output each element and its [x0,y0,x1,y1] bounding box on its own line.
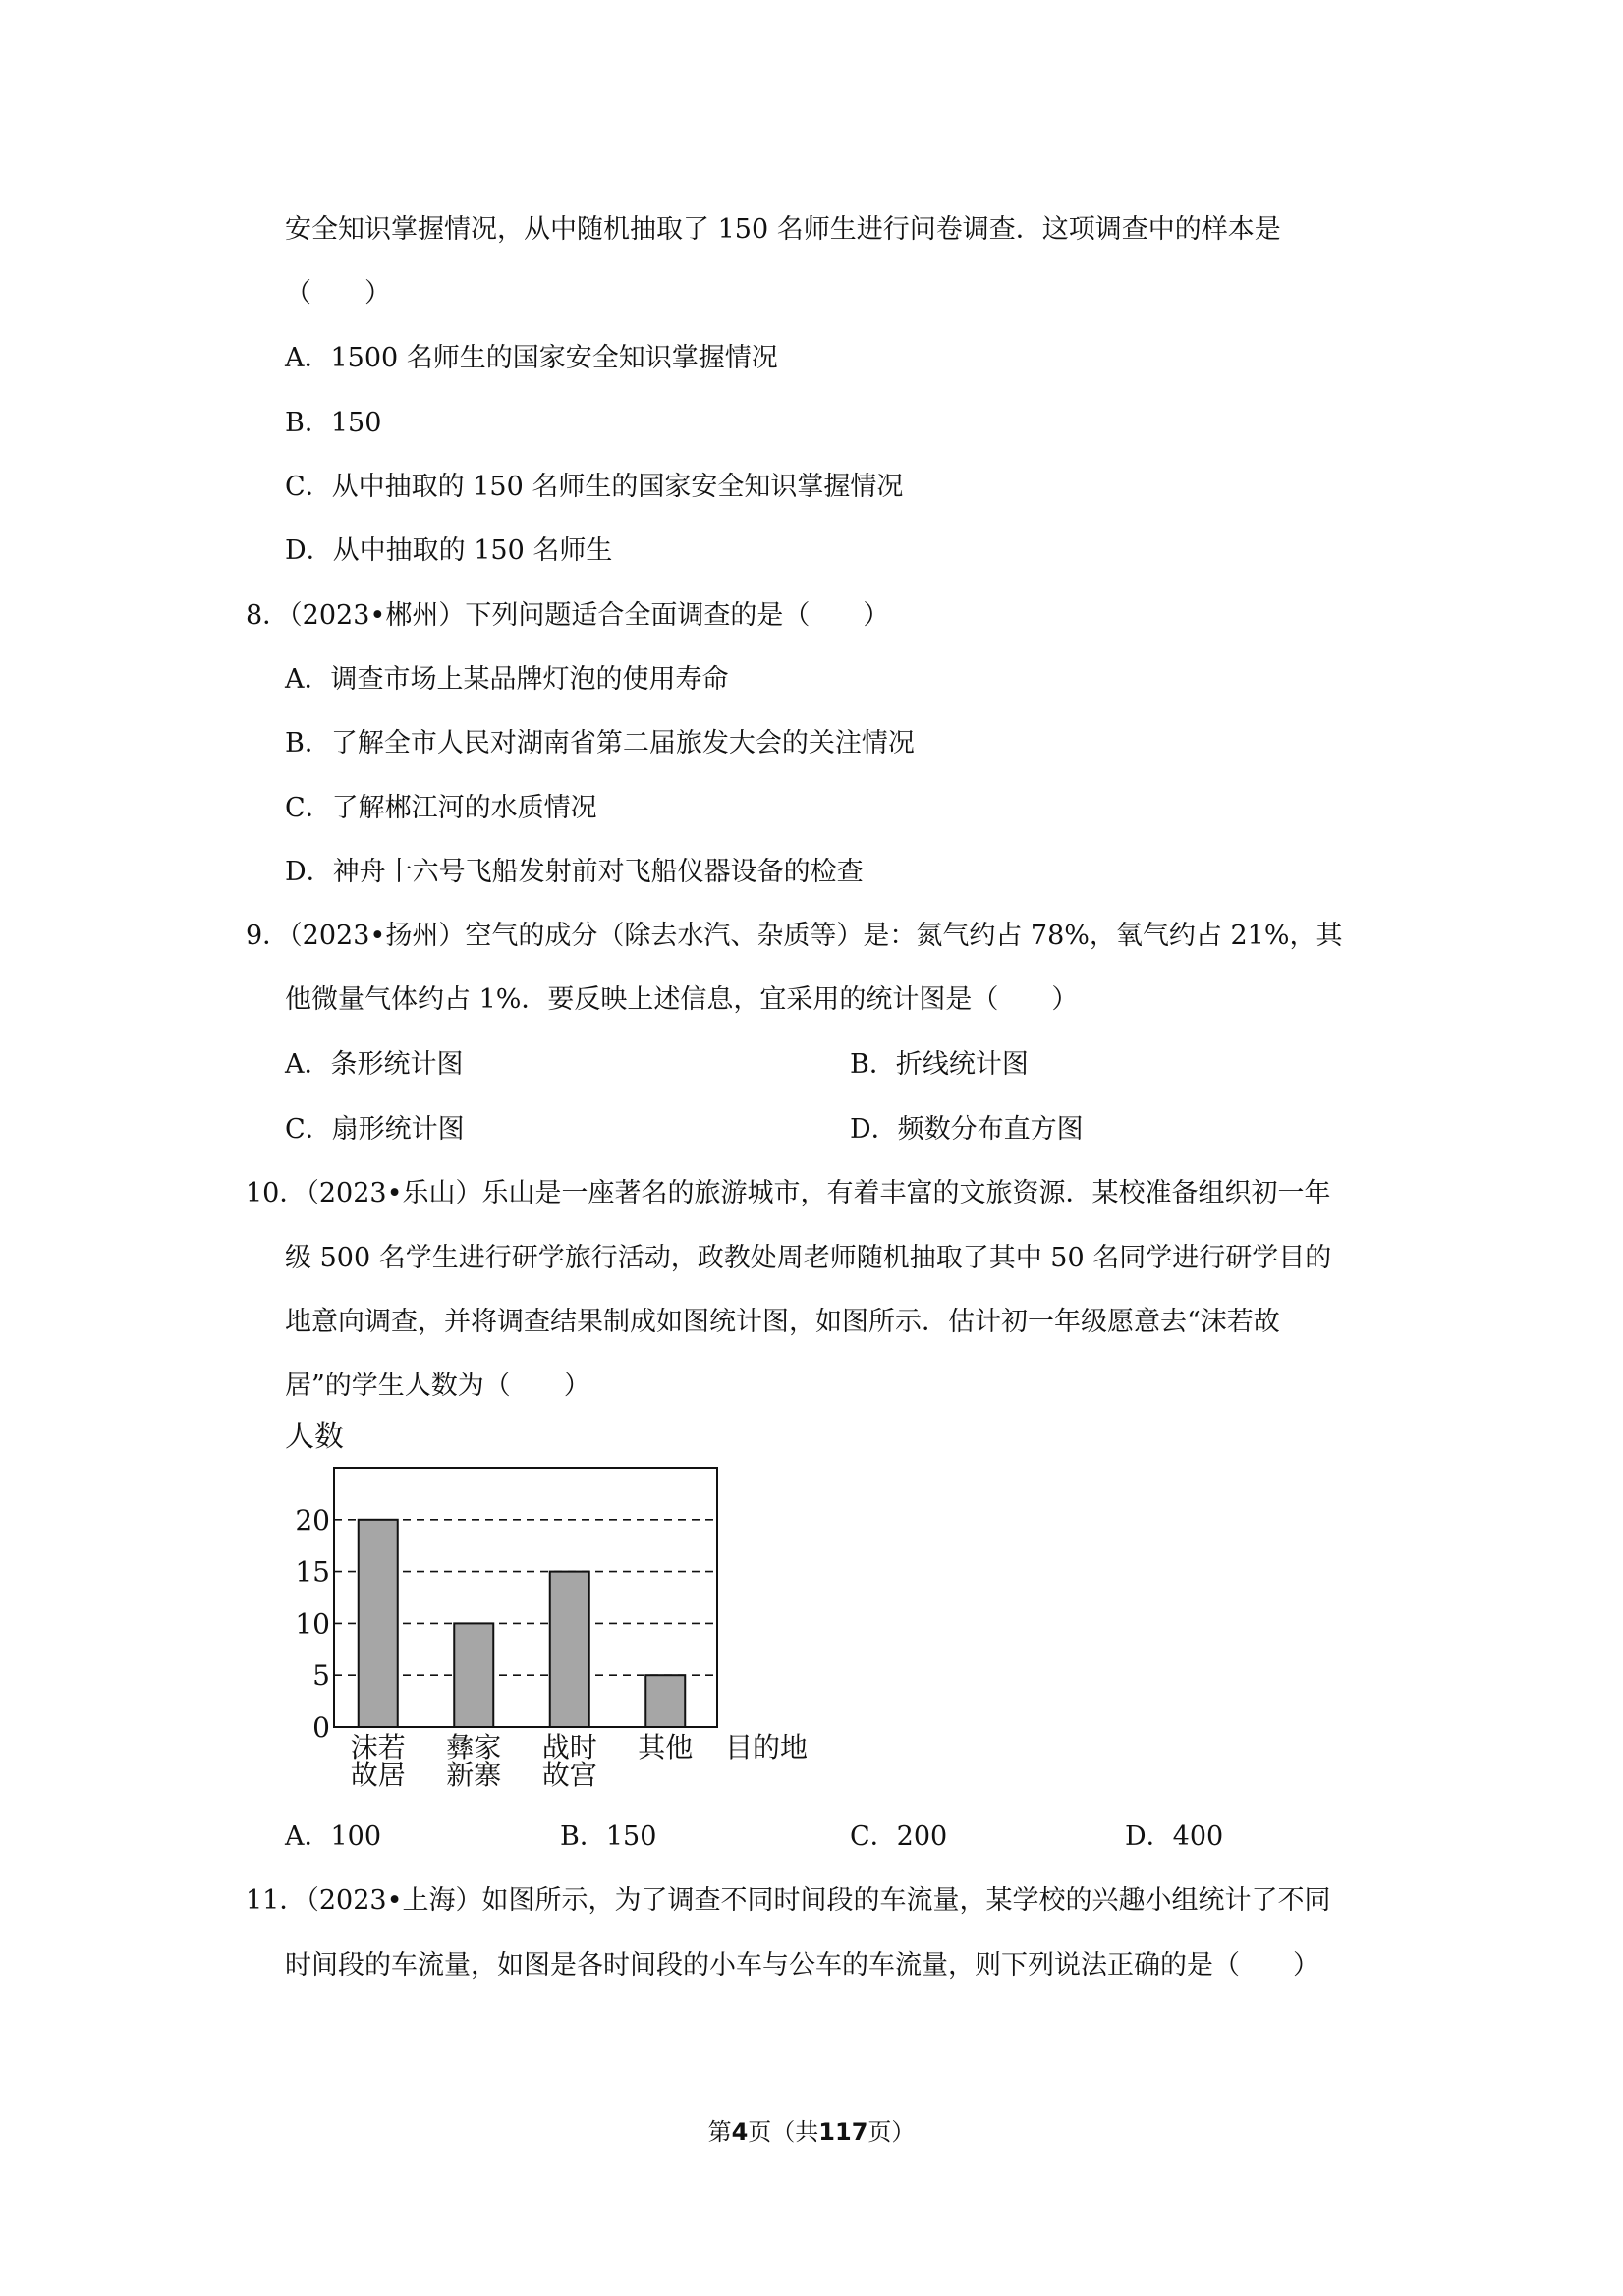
q7-option-b: B．150 [285,408,382,438]
x-category-label-2-0: 战时 [541,1731,597,1764]
q11-stem-line1: 11．（2023•上海）如图所示，为了调查不同时间段的车流量，某学校的兴趣小组统计了不同 [246,1885,1331,1916]
page-footer [0,2112,1623,2147]
y-tick-label-20: 20 [295,1503,330,1537]
q8-option-a: A．调查市场上某品牌灯泡的使用寿命 [285,664,729,695]
q7-stem-line2: （ ） [285,278,391,308]
q9-option-d: D．频数分布直方图 [850,1114,1084,1145]
footer-suffix: 页） [867,2118,916,2146]
q9-stem-line2: 他微量气体约占 1%．要反映上述信息，宜采用的统计图是（ ） [285,984,1079,1015]
q11-stem-line2: 时间段的车流量，如图是各时间段的小车与公车的车流量，则下列说法正确的是（ ） [285,1950,1319,1981]
footer-prefix: 第 [707,2118,732,2146]
footer-page-number: 4 [731,2118,749,2146]
q10-stem-line2: 级 500 名学生进行研学旅行活动，政教处周老师随机抽取了其中 50 名同学进行研学目的 [285,1243,1332,1273]
q7-option-d: D．从中抽取的 150 名师生 [285,535,613,566]
q10-option-b: B．150 [560,1821,657,1852]
q9-option-c: C．扇形统计图 [285,1114,465,1145]
q8-stem: 8．（2023•郴州）下列问题适合全面调查的是（ ） [246,600,890,631]
y-tick-label-15: 15 [295,1555,330,1589]
q9-option-a: A．条形统计图 [285,1049,464,1080]
x-category-label-1-1: 新寨 [446,1759,502,1791]
q7-stem-line1: 安全知识掌握情况，从中随机抽取了 150 名师生进行问卷调查．这项调查中的样本是 [285,214,1281,245]
y-tick-label-5: 5 [312,1659,330,1693]
bar-0 [359,1520,398,1727]
q10-stem-line1: 10．（2023•乐山）乐山是一座著名的旅游城市，有着丰富的文旅资源．某校准备组织初一年 [246,1178,1331,1208]
q8-option-b: B．了解全市人民对湖南省第二届旅发大会的关注情况 [285,728,915,758]
footer-total-pages: 117 [818,2118,868,2146]
bar-chart-svg [275,1415,825,1808]
destination-bar-chart [275,1415,825,1808]
q10-option-a: A．100 [285,1821,382,1852]
x-category-label-2-1: 故宫 [541,1759,597,1791]
x-category-label-0-0: 沫若 [350,1731,406,1764]
q7-option-c: C．从中抽取的 150 名师生的国家安全知识掌握情况 [285,472,904,502]
q8-option-c: C．了解郴江河的水质情况 [285,793,597,823]
q10-option-d: D．400 [1125,1821,1224,1852]
y-tick-label-10: 10 [295,1607,330,1641]
x-axis-label: 目的地 [725,1731,809,1764]
bar-2 [550,1572,589,1727]
footer-mid: 页（共 [748,2118,819,2146]
q10-stem-line4: 居”的学生人数为（ ） [285,1371,590,1401]
q9-stem-line1: 9．（2023•扬州）空气的成分（除去水汽、杂质等）是：氮气约占 78%，氧气约占 21%，其 [246,921,1343,951]
bar-1 [454,1623,493,1727]
x-category-label-1-0: 彝家 [446,1731,502,1764]
q10-stem-line3: 地意向调查，并将调查结果制成如图统计图，如图所示．估计初一年级愿意去“沫若故 [285,1307,1280,1337]
x-category-label-3-0: 其他 [638,1731,694,1764]
q9-option-b: B．折线统计图 [850,1049,1029,1080]
q7-option-a: A．1500 名师生的国家安全知识掌握情况 [285,343,778,373]
q8-option-d: D．神舟十六号飞船发射前对飞船仪器设备的检查 [285,857,864,887]
q10-option-c: C．200 [850,1821,948,1852]
y-tick-label-0: 0 [312,1711,330,1744]
bar-3 [645,1675,685,1727]
x-category-label-0-1: 故居 [350,1759,406,1791]
y-axis-label: 人数 [285,1420,344,1454]
